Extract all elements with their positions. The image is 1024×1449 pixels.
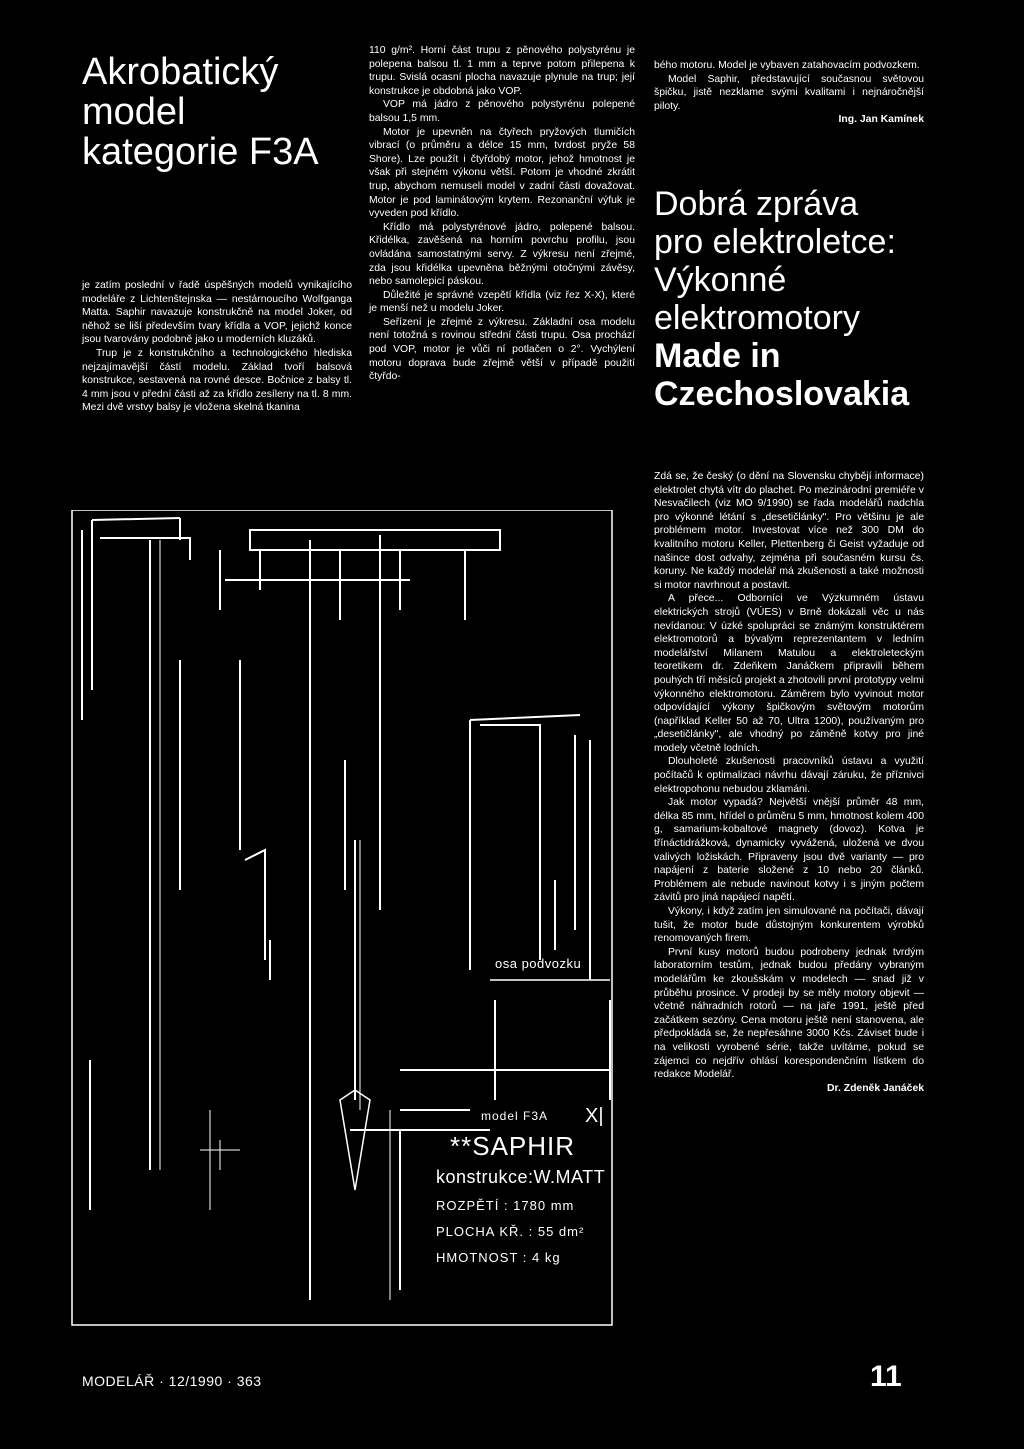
article2-title-line: Dobrá zpráva [654, 185, 859, 223]
journal-footer: MODELÁŘ · 12/1990 · 363 [82, 1373, 262, 1389]
wing-area-label: PLOCHA KŘ. : 55 dm² [436, 1224, 585, 1239]
paragraph: je zatím poslední v řadě úspěšných modelů vynikajícího modeláře z Lichtenštejnska — nestárnoucího Wolfganga Matta. Saphir navazuje konstrukčně na model Joker, od něhož se liší především tvary křídla a VOP, jejichž konce jsou tvarovány podobně jako u moderních kluzáků. [82, 280, 352, 346]
plan-line [100, 538, 190, 560]
paragraph: Zdá se, že český (o dění na Slovensku chybějí informace) elektrolet chytá vítr do plachet. Po mezinárodní premiéře v Nesvačilech (viz MO 9/1990) se řada modelářů nadchla pro výkonné létání s „desetičlánky". Pro většinu je ale problémem motor. Investovat více než 300 DM do kvalitního motoru Keller, Plettenberg či Geist vyžaduje od našince dost odvahy, zejména při současném kursu čs. koruny. Ne každý modelář má zkušenosti a také možnosti si motor navrhnout a postavit. [654, 471, 924, 591]
article-title-line: Akrobatický [82, 51, 279, 93]
designer-label: konstrukce:W.MATT [436, 1167, 606, 1187]
paragraph: Výkony, i když zatím jen simulované na počítači, dávají tušit, že motor bude důstojným konkurentem výrobků renomovaných firem. [654, 906, 924, 945]
page-number: 11 [870, 1360, 902, 1393]
paragraph: 110 g/m². Horní část trupu z pěnového polystyrénu je polepena balsou tl. 1 mm a teprve potom přilepena k trupu. Svislá ocasní plocha navazuje plynule na trup; její konstrukce je obdobná jako VOP. [369, 45, 635, 97]
author-signature: Ing. Jan Kamínek [838, 114, 924, 126]
section-mark-label: X| [585, 1105, 604, 1127]
model-plan-drawing [70, 510, 650, 1330]
author-signature: Dr. Zdeněk Janáček [826, 1082, 924, 1094]
article2-title-line: pro elektroletce: [654, 223, 896, 261]
article2-title-line: Výkonné [654, 261, 787, 299]
article2-title-line: Made in [654, 337, 781, 375]
paragraph: Model Saphir, představující současnou světovou špičku, jistě nezklame svými kvalitami i nejnáročnější piloty. [654, 73, 924, 112]
wingspan-label: ROZPĚTÍ : 1780 mm [436, 1198, 575, 1213]
paragraph: Trup je z konstrukčního a technologického hlediska nejzajímavější částí modelu. Základ tvoří balsová konstrukce, sestavená na rovné desce. Bočnice z balsy tl. 4 mm jsou v přední části až za křídlo zesíleny na tl. 8 mm. Mezi dvě vrstvy balsy je vložena skelná tkanina [82, 347, 352, 414]
model-class-label: model F3A [481, 1109, 549, 1123]
plan-line [480, 725, 540, 960]
plan-line [92, 518, 180, 520]
paragraph: Dlouholeté zkušenosti pracovníků ústavu a využití počítačů k optimalizaci návrhu dávají záruku, že příznivci elektropohonu nebudou zklamáni. [654, 756, 924, 795]
plan-line [340, 1090, 370, 1190]
article-column-right-top [654, 59, 924, 127]
plan-line [245, 850, 265, 960]
landing-gear-axis-label: osa podvozku [495, 956, 582, 971]
paragraph: Motor je upevněn na čtyřech pryžových tlumičích vibrací (o průměru a délce 15 mm, tvrdost pryže 58 Shore). Lze použít i čtyřdobý motor, jehož hmotnost je však při stejném výkonu větší. Potom je vhodné zkrátit trup, abychom nemuseli model v zadní části dovažovat. Motor je pod laminátovým krytem. Rezonanční výfuk je vyveden pod křídlo. [369, 126, 635, 220]
article-column-middle [369, 44, 635, 384]
article2-title-line: elektromotory [654, 299, 860, 337]
paragraph: Důležité je správné vzepětí křídla (viz řez X-X), které je menší než u modelu Joker. [369, 289, 635, 315]
article-title-line: kategorie F3A [82, 131, 319, 173]
paragraph: bého motoru. Model je vybaven zatahovacím podvozkem. [654, 60, 920, 71]
article-title [82, 52, 362, 172]
paragraph: Seřízení je zřejmé z výkresu. Základní osa modelu není totožná s rovinou střední části trupu. Osa prochází pod VOP, motor je vůči ní potlačen o 2°. Vychýlení motoru doprava bude zřejmě větší v případě použití čtyřdo- [369, 316, 635, 383]
paragraph: První kusy motorů budou podrobeny jednak tvrdým laboratorním testům, jednak budou předány vybraným modelářům ke zkoušskám v modelech — snad již v průběhu prosince. V prodeji by se měly motory objevit — včetně náhradních rotorů — na jaře 1991, ještě před začátkem sezóny. Cena motoru ještě není stanovena, ale předpokládá se, že nepřesáhne 3000 Kčs. Záviset bude i na velikosti vyrobené série, takže uvítáme, pokud se zájemci co nejdřív ohlásí korespondenčním lístkem do redakce Modelář. [654, 946, 924, 1081]
plan-line [470, 715, 580, 720]
model-name-label: **SAPHIR [450, 1131, 576, 1161]
article-column-left [82, 279, 352, 415]
article2-title-line: Czechoslovakia [654, 375, 910, 413]
article2-body [654, 470, 924, 1095]
paragraph: Jak motor vypadá? Největší vnější průměr 48 mm, délka 85 mm, hřídel o průměru 5 mm, hmotnost kolem 400 g, samarium-kobaltové magnety (dovoz). Kotva je třínáctidrážková, dynamicky vyvážená, uložená ve dvou valivých ložiskách. Připraveny jsou dvě varianty — pro napájení z baterie složené z 10 nebo 20 článků. Problémem ale nebude navinout kotvy i s jiným počtem závitů pro jiná napájecí napětí. [654, 797, 924, 904]
article-title-line: model [82, 91, 186, 133]
paragraph: VOP má jádro z pěnového polystyrénu polepené balsou 1,5 mm. [369, 99, 635, 124]
plan-line [250, 530, 500, 550]
paragraph: A přece... Odborníci ve Výzkumném ústavu elektrických strojů (VÚES) v Brně dokázali věc u nás nevídanou: V úzké spolupráci se známým konstruktérem elektromotorů a bývalým reprezentantem v ledním modelářství Milanem Matulou a elektroleteckým teoretikem dr. Zdeňkem Janáčkem připravili během pouhých tří měsíců projekt a zhotovili první prototypy velmi výkonného elektromotoru. Záměrem bylo vyvinout motor odpovídající výkony špičkovým světovým motorům (například Keller 50 až 70, Ultra 1200), používaným pro „desetičlánky", ale vhodný po záměně kotvy pro jiné modely včetně lodních. [654, 593, 924, 754]
paragraph: Křídlo má polystyrénové jádro, polepené balsou. Křidélka, zavěšená na horním povrchu profilu, jsou ovládána samostatnými servy. Z výkresu není zřejmé, zda jsou křidélka upevněna běžnými otočnými závěsy, nebo samolepicí páskou. [369, 221, 635, 288]
weight-label: HMOTNOST : 4 kg [436, 1250, 561, 1265]
article2-title [654, 185, 924, 413]
